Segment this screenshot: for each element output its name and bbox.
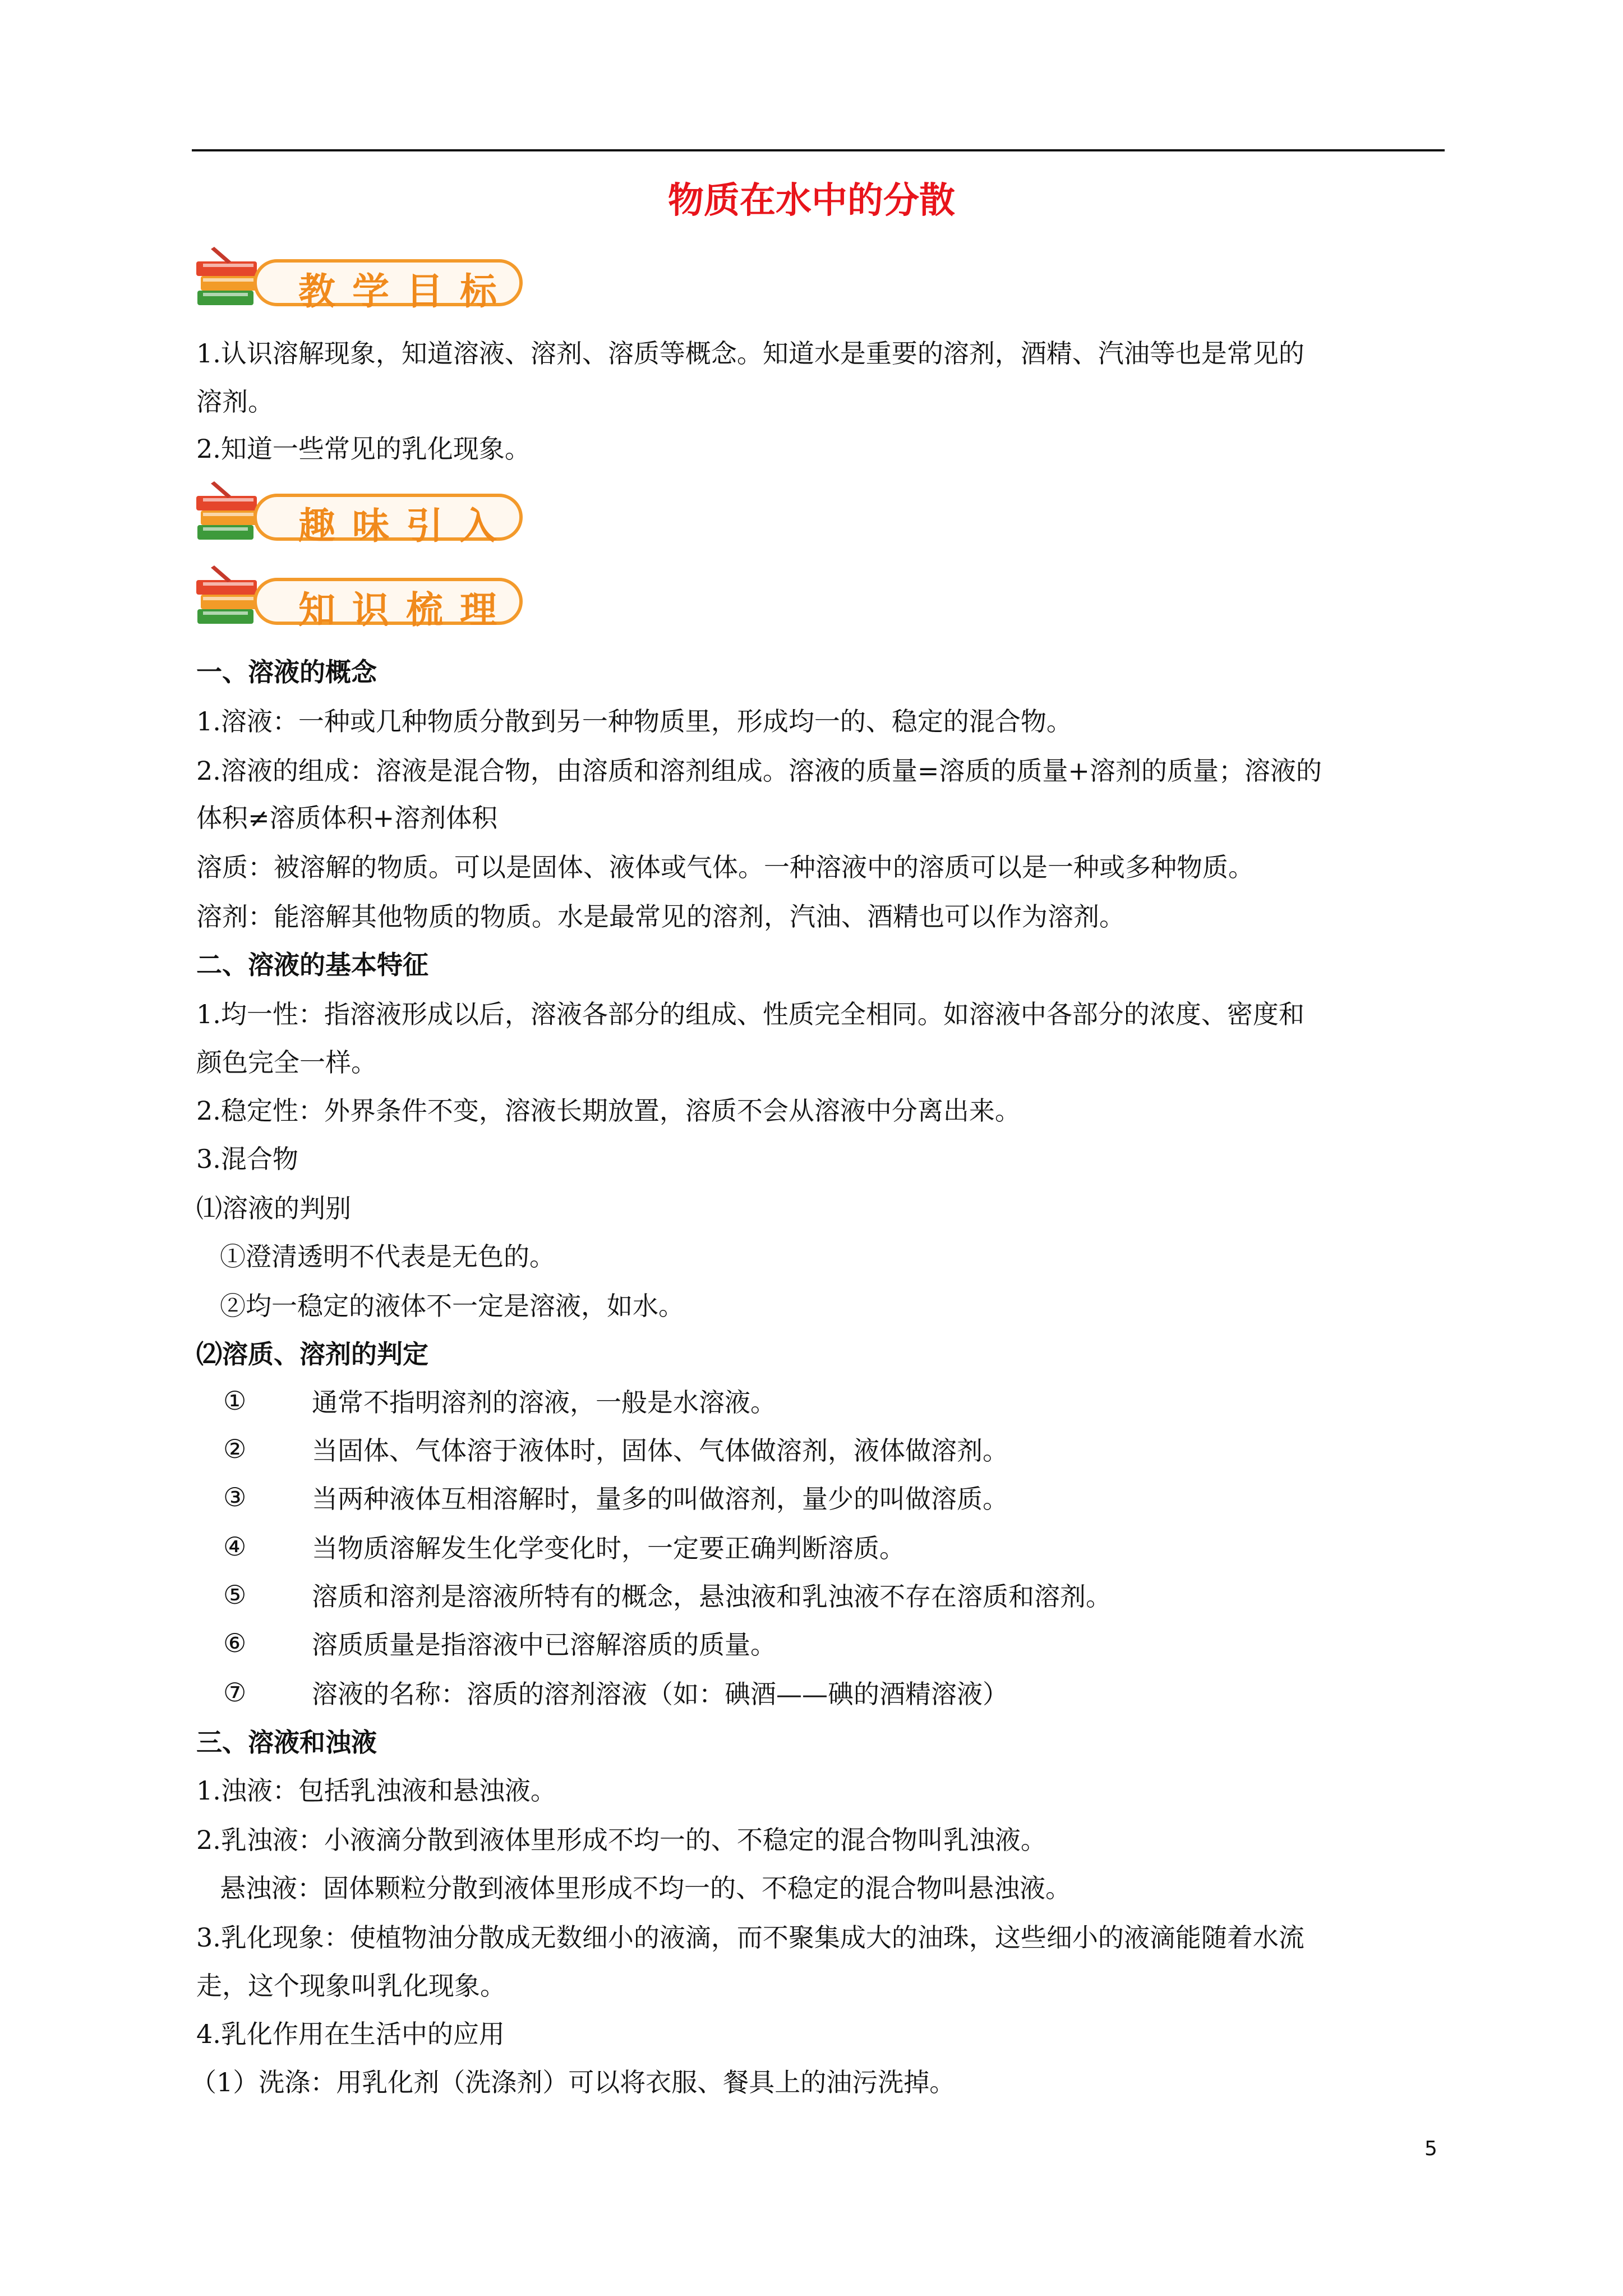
text-line: 溶质：被溶解的物质。可以是固体、液体或气体。一种溶液中的溶质可以是一种或多种物质。 <box>196 852 1254 882</box>
text-line: 2.溶液的组成：溶液是混合物，由溶质和溶剂组成。溶液的质量=溶质的质量+溶剂的质量；溶液的 <box>196 756 1322 786</box>
text-line: 3.混合物 <box>196 1144 298 1174</box>
text-line: 1.浊液：包括乳浊液和悬浊液。 <box>196 1775 556 1806</box>
text-line: 悬浊液：固体颗粒分散到液体里形成不均一的、不稳定的混合物叫悬浊液。 <box>220 1873 1071 1903</box>
list-item: 溶质和溶剂是溶液所特有的概念，悬浊液和乳浊液不存在溶质和溶剂。 <box>312 1581 1112 1612</box>
page-number: 5 <box>1424 2137 1437 2160</box>
list-marker: ① <box>223 1386 247 1416</box>
text-line: 颜色完全一样。 <box>196 1047 377 1078</box>
text-line: 2.乳浊液：小液滴分散到液体里形成不均一的、不稳定的混合物叫乳浊液。 <box>196 1825 1046 1855</box>
list-marker: ⑥ <box>223 1628 247 1658</box>
goal-line: 2.知道一些常见的乳化现象。 <box>196 434 531 464</box>
banner-label: 教学目标 <box>298 270 514 313</box>
text-line: 1.溶液：一种或几种物质分散到另一种物质里，形成均一的、稳定的混合物。 <box>196 706 1072 737</box>
list-marker: ⑦ <box>223 1677 247 1708</box>
list-item: 溶质质量是指溶液中已溶解溶质的质量。 <box>312 1630 776 1660</box>
banner-intro <box>192 481 528 547</box>
list-marker: ③ <box>223 1482 247 1512</box>
text-line: 走，这个现象叫乳化现象。 <box>196 1971 506 2001</box>
banner-label: 趣味引入 <box>298 504 514 547</box>
banner-label: 知识梳理 <box>298 588 514 632</box>
section-heading: 三、溶液和浊液 <box>196 1727 377 1757</box>
list-item: 当物质溶解发生化学变化时，一定要正确判断溶质。 <box>312 1533 905 1563</box>
text-line: ②均一稳定的液体不一定是溶液，如水。 <box>220 1291 684 1321</box>
list-marker: ④ <box>223 1531 247 1562</box>
text-line: （1）洗涤：用乳化剂（洗涤剂）可以将衣服、餐具上的油污洗掉。 <box>191 2067 956 2097</box>
list-marker: ② <box>223 1434 247 1464</box>
text-line: 3.乳化现象：使植物油分散成无数细小的液滴，而不聚集成大的油珠，这些细小的液滴能随着水流 <box>196 1922 1304 1953</box>
text-line: 4.乳化作用在生活中的应用 <box>196 2019 505 2049</box>
text-line: 2.稳定性：外界条件不变，溶液长期放置，溶质不会从溶液中分离出来。 <box>196 1096 1021 1126</box>
text-line: 体积≠溶质体积+溶剂体积 <box>196 803 498 833</box>
list-item: 通常不指明溶剂的溶液，一般是水溶液。 <box>312 1387 776 1418</box>
banner-knowledge <box>192 565 528 632</box>
section-heading: 一、溶液的概念 <box>196 657 377 687</box>
text-line: 溶剂：能溶解其他物质的物质。水是最常见的溶剂，汽油、酒精也可以作为溶剂。 <box>196 901 1125 932</box>
goal-line: 溶剂。 <box>196 386 274 417</box>
list-item: 当固体、气体溶于液体时，固体、气体做溶剂，液体做溶剂。 <box>312 1435 1008 1466</box>
text-line: ⑴溶液的判别 <box>196 1193 351 1223</box>
page-title: 物质在水中的分散 <box>668 180 955 222</box>
list-marker: ⑤ <box>223 1580 247 1610</box>
banner-goals <box>192 247 528 313</box>
list-item: 当两种液体互相溶解时，量多的叫做溶剂，量少的叫做溶质。 <box>312 1484 1008 1514</box>
section-heading: 二、溶液的基本特征 <box>196 950 428 980</box>
goal-line: 1.认识溶解现象，知道溶液、溶剂、溶质等概念。知道水是重要的溶剂，酒精、汽油等也是常见的 <box>196 338 1304 369</box>
header-rule <box>192 149 1445 151</box>
text-line: 1.均一性：指溶液形成以后，溶液各部分的组成、性质完全相同。如溶液中各部分的浓度、密度和 <box>196 999 1304 1029</box>
subsection-heading: ⑵溶质、溶剂的判定 <box>196 1339 428 1369</box>
list-item: 溶液的名称：溶质的溶剂溶液（如：碘酒——碘的酒精溶液） <box>312 1679 1008 1709</box>
text-line: ①澄清透明不代表是无色的。 <box>220 1241 555 1272</box>
